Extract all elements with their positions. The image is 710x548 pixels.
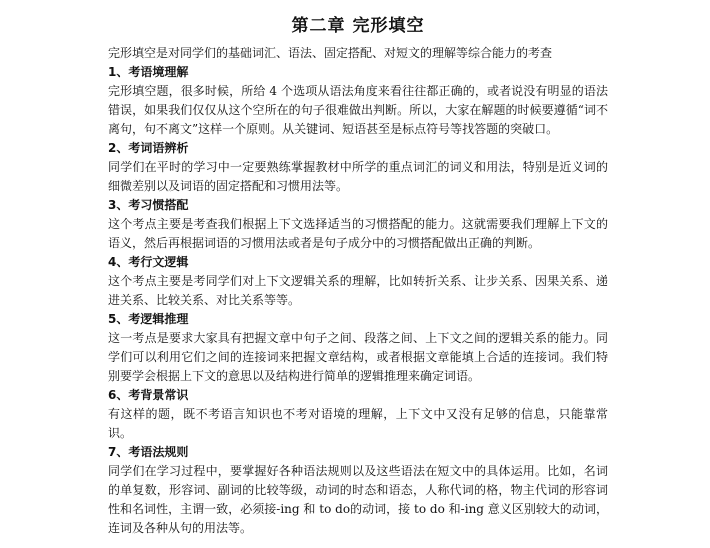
section-4	[108, 253, 608, 310]
section-3	[108, 196, 608, 253]
section-1	[108, 63, 608, 139]
section-body: 有这样的题，既不考语言知识也不考对语境的理解，上下文中又没有足够的信息，只能靠常识。	[108, 407, 608, 440]
section-body: 这一考点是要求大家具有把握文章中句子之间、段落之间、上下文之间的逻辑关系的能力。同学们可以利用它们之间的连接词来把握文章结构，或者根据文章能填上合适的连接词。我们特别要学会根据上下文的意思以及结构进行简单的逻辑推理来确定词语。	[108, 331, 608, 383]
chapter-title: 第二章 完形填空	[291, 16, 425, 36]
section-2	[108, 139, 608, 196]
intro-paragraph: 完形填空是对同学们的基础词汇、语法、固定搭配、对短文的理解等综合能力的考查	[108, 46, 553, 60]
section-7	[108, 443, 608, 538]
section-heading: 4、考行文逻辑	[108, 255, 189, 269]
section-heading: 5、考逻辑推理	[108, 312, 189, 326]
section-heading: 7、考语法规则	[108, 445, 189, 459]
section-5	[108, 310, 608, 386]
document-page	[108, 14, 608, 538]
section-heading: 3、考习惯搭配	[108, 198, 189, 212]
section-body: 完形填空题，很多时候，所给 4 个选项从语法角度来看往往都正确的，或者说没有明显的语法错误，如果我们仅仅从这个空所在的句子很难做出判断。所以，大家在解题的时候要遵循“词不离句，句不离文”这样一个原则。从关键词、短语甚至是标点符号等找答题的突破口。	[108, 84, 608, 136]
section-body: 这个考点主要是考查我们根据上下文选择适当的习惯搭配的能力。这就需要我们理解上下文的语义，然后再根据词语的习惯用法或者是句子成分中的习惯搭配做出正确的判断。	[108, 217, 608, 250]
section-body: 同学们在平时的学习中一定要熟练掌握教材中所学的重点词汇的词义和用法，特别是近义词的细微差别以及词语的固定搭配和习惯用法等。	[108, 160, 608, 193]
section-body: 这个考点主要是考同学们对上下文逻辑关系的理解，比如转折关系、让步关系、因果关系、递进关系、比较关系、对比关系等等。	[108, 274, 608, 307]
section-heading: 6、考背景常识	[108, 388, 189, 402]
section-heading: 2、考词语辨析	[108, 141, 189, 155]
section-body: 同学们在学习过程中，要掌握好各种语法规则以及这些语法在短文中的具体运用。比如，名词的单复数，形容词、副词的比较等级，动词的时态和语态，人称代词的格，物主代词的形容词性和名词性，主谓一致，必须接-ing 和 to do的动词，接 to do 和-ing 意义区别较大的动词，连词及各种从句的用法等。	[108, 464, 608, 535]
section-heading: 1、考语境理解	[108, 65, 189, 79]
section-6	[108, 386, 608, 443]
